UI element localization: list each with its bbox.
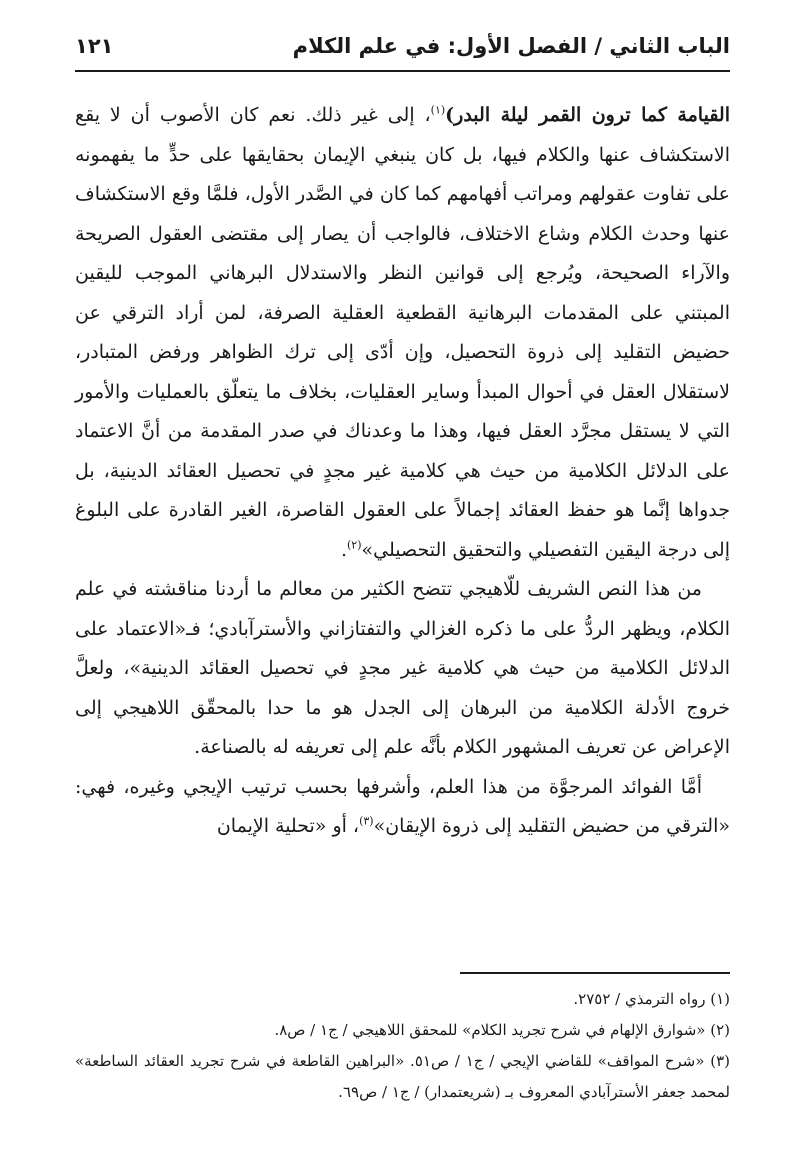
footnotes (75, 984, 730, 1108)
main-text (75, 96, 730, 847)
page-number: ١٢١ (75, 34, 114, 58)
paragraph-1-text: ، إلى غير ذلك. نعم كان الأصوب أن لا يقع الاستكشاف عنها والكلام فيها، بل كان ينبغي الإيمان بحقايقها على حدٍّ ما يفهمونه على تفاوت عقولهم ومراتب أفهامهم كما كان في الصَّدر الأول، فلمَّا وقع الاستكشاف عنها وحدث الكلام وشاع الاختلاف، فالواجب أن يصار إلى مقتضى العقول الصريحة والآراء الصحيحة، ويُرجع إلى قوانين النظر والاستدلال البرهاني الموجب لليقين المبتني على المقدمات البرهانية القطعية العقلية الصرفة، لمن أراد الترقي عن حضيض التقليد إلى ذروة التحصيل، وإن أدّى إلى ترك الظواهر ورفض المتبادر، لاستقلال العقل في أحوال المبدأ وساير العقليات، بخلاف ما يتعلّق بالعمليات والأمور التي لا يستقل مجرَّد العقل فيها، وهذا ما وعدناك في صدر المقدمة من أنَّ الاعتماد على الدلائل الكلامية من حيث هي كلامية غير مجدٍ في تحصيل العقائد الدينية، بل جدواها إنَّما هو حفظ العقائد إجمالاً على العقول القاصرة، الغير القادرة على البلوغ إلى درجة اليقين التفصيلي والتحقيق التحصيلي» (75, 104, 730, 561)
paragraph-3-text: أمَّا الفوائد المرجوَّة من هذا العلم، وأشرفها بحسب ترتيب الإيجي وغيره، فهي: «الترقي من حضيض التقليد إلى ذروة الإيقان» (75, 775, 730, 837)
hadith-quote: القيامة كما ترون القمر ليلة البدر) (445, 104, 730, 126)
header-title: الباب الثاني / الفصل الأول: في علم الكلام (292, 34, 730, 58)
footnote-divider (460, 972, 730, 974)
paragraph-1 (75, 96, 730, 570)
footnote-ref-2[interactable]: (٢) (346, 538, 362, 552)
paragraph-2: من هذا النص الشريف للّاهيجي تتضح الكثير من معالم ما أردنا مناقشته في علم الكلام، ويظهر الردُّ على ما ذكره الغزالي والتفتازاني والأسترآبادي؛ فـ«الاعتماد على الدلائل الكلامية من حيث هي كلامية غير مجدٍ في تحصيل العقائد الدينية»، ولعلَّ خروج الأدلة الكلامية من البرهان إلى الجدل هو ما حدا بالمحقّق اللاهيجي إلى الإعراض عن تعريف المشهور الكلام بأنَّه علم إلى تعريفه له بالصناعة. (75, 578, 730, 758)
paragraph-1-end: . (340, 538, 347, 561)
paragraph-3-tail: ، أو «تحلية الإيمان (216, 815, 360, 837)
running-header (75, 22, 730, 72)
footnote-ref-1[interactable]: (١) (430, 103, 446, 117)
footnote-3: (٣) «شرح المواقف» للقاضي الإيجي / ج١ / ص٥١. «البراهين القاطعة في شرح تجريد العقائد الساطعة» لمحمد جعفر الأسترآبادي المعروف بـ (شريعتمدار) / ج١ / ص٦٩. (75, 1052, 730, 1101)
footnote-ref-3[interactable]: (٣) (359, 814, 374, 828)
footnote-1: (١) رواه الترمذي / ٢٧٥٢. (573, 990, 730, 1008)
footnote-2: (٢) «شوارق الإلهام في شرح تجريد الكلام» للمحقق اللاهيجي / ج١ / ص٨. (274, 1021, 730, 1039)
paragraph-3 (75, 768, 730, 847)
